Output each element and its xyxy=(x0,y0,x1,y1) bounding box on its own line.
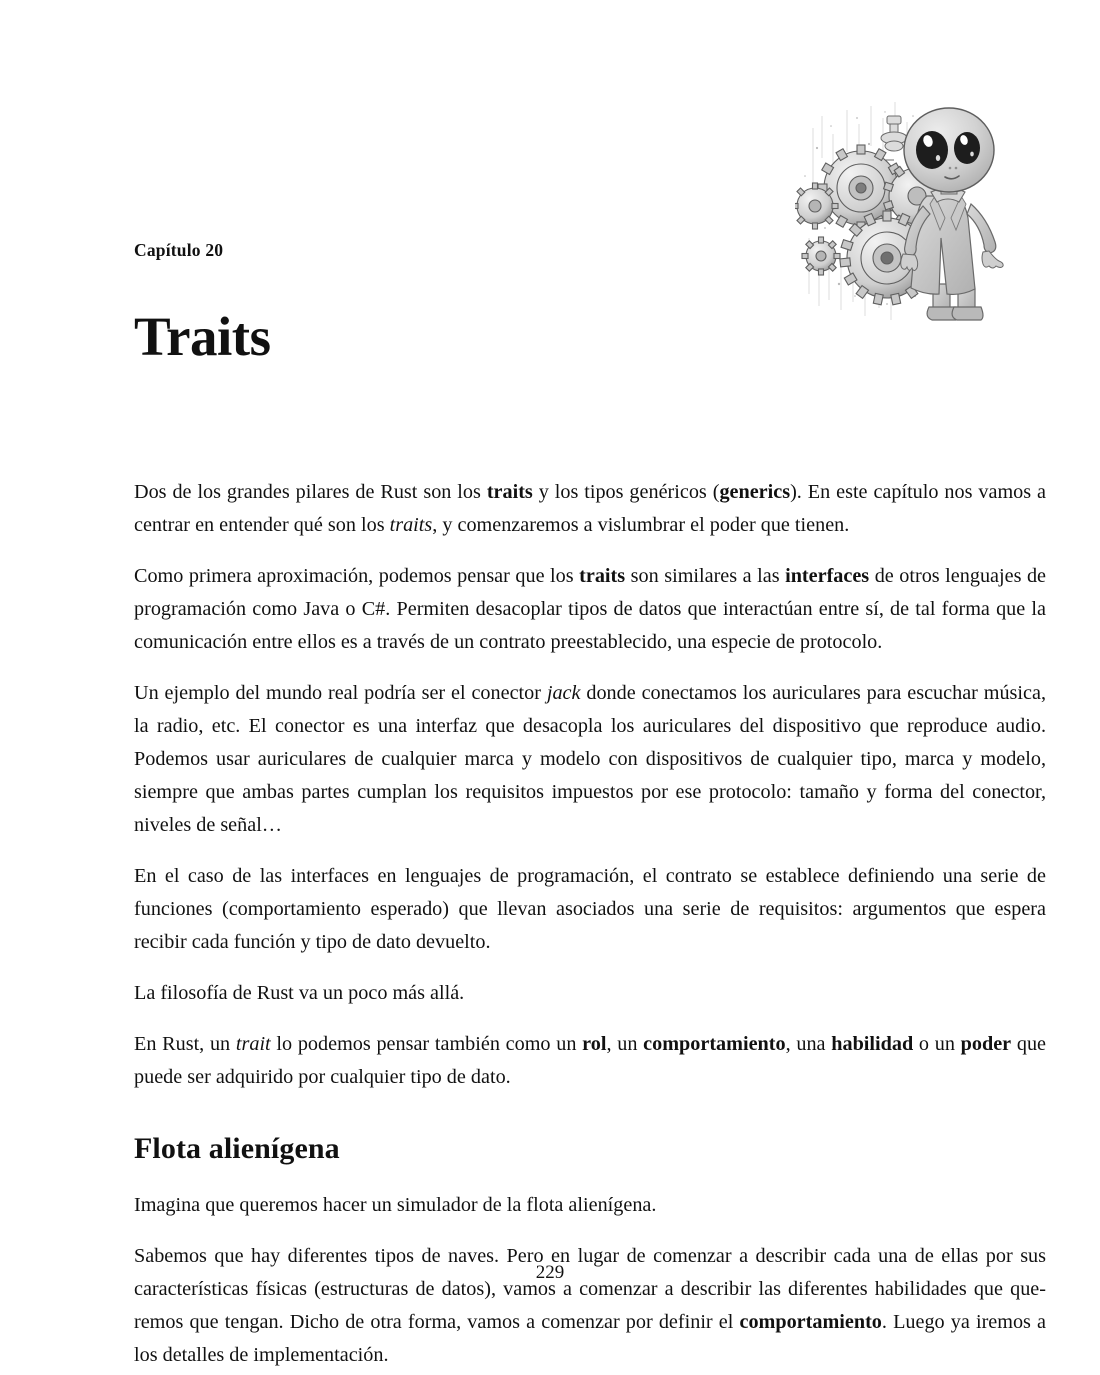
paragraph-4: En el caso de las interfaces en lenguajes de programación, el contrato se establece definiendo una serie de funciones (comportamiento esperado) que llevan asociados una serie de requisitos: argumentos que espera recibir cada función y tipo de dato devuelto. xyxy=(134,865,1046,953)
paragraph-3: Un ejemplo del mundo real podría ser el conector jack donde conectamos los auriculares para escuchar música, la radio, etc. El conector es una interfaz que desacopla los auriculares del dispositivo que reproduce audio. Podemos usar auriculares de cualquier marca y modelo con dispositivos de cualquier tipo, marca y modelo, siempre que ambas partes cumplan los requisitos impuestos por ese protocolo: tamaño y forma del conector, niveles de señal… xyxy=(134,682,1046,836)
section-heading-flota-alienigena: Flota alienígena xyxy=(134,1132,340,1165)
page-title: Traits xyxy=(134,306,271,367)
paragraph-6: En Rust, un trait lo podemos pensar también como un rol, un comportamiento, una habilidad o un poder que puede ser adquirido por cualquier tipo de dato. xyxy=(134,1033,1047,1088)
section-paragraph-1: Imagina que queremos hacer un simulador de la flota alienígena. xyxy=(134,1193,657,1216)
paragraph-1: Dos de los grandes pilares de Rust son los traits y los tipos genéricos (generics). En este capítulo nos vamos a centrar en entender qué son los traits, y comenzaremos a vislumbrar el poder que tienen. xyxy=(134,481,1046,536)
paragraph-5: La filosofía de Rust va un poco más allá. xyxy=(134,982,465,1004)
chapter-label: Capítulo 20 xyxy=(134,240,224,260)
page-number: 229 xyxy=(535,1262,565,1283)
section-paragraph-2: Sabemos que hay diferentes tipos de naves. Pero en lugar de comenzar a describir cada una de ellas por sus características físicas (estructuras de datos), vamos a comenzar a describir las diferentes habilidades que que-remos que tengan. Dicho de otra forma, vamos a comenzar por definir el comportamiento. Luego ya iremos a los detalles de implementación. xyxy=(134,1244,1046,1366)
right-eye xyxy=(954,132,980,164)
left-eye xyxy=(916,131,948,169)
paragraph-2: Como primera aproximación, podemos pensar que los traits son similares a las interfaces de otros lenguajes de programación como Java o C#. Permiten desacoplar tipos de datos que interactúan entre sí, de tal forma que la comunicación entre ellos es a través de un contrato preestablecido, una especie de protocolo. xyxy=(134,565,1047,653)
page-content xyxy=(134,240,1046,1372)
